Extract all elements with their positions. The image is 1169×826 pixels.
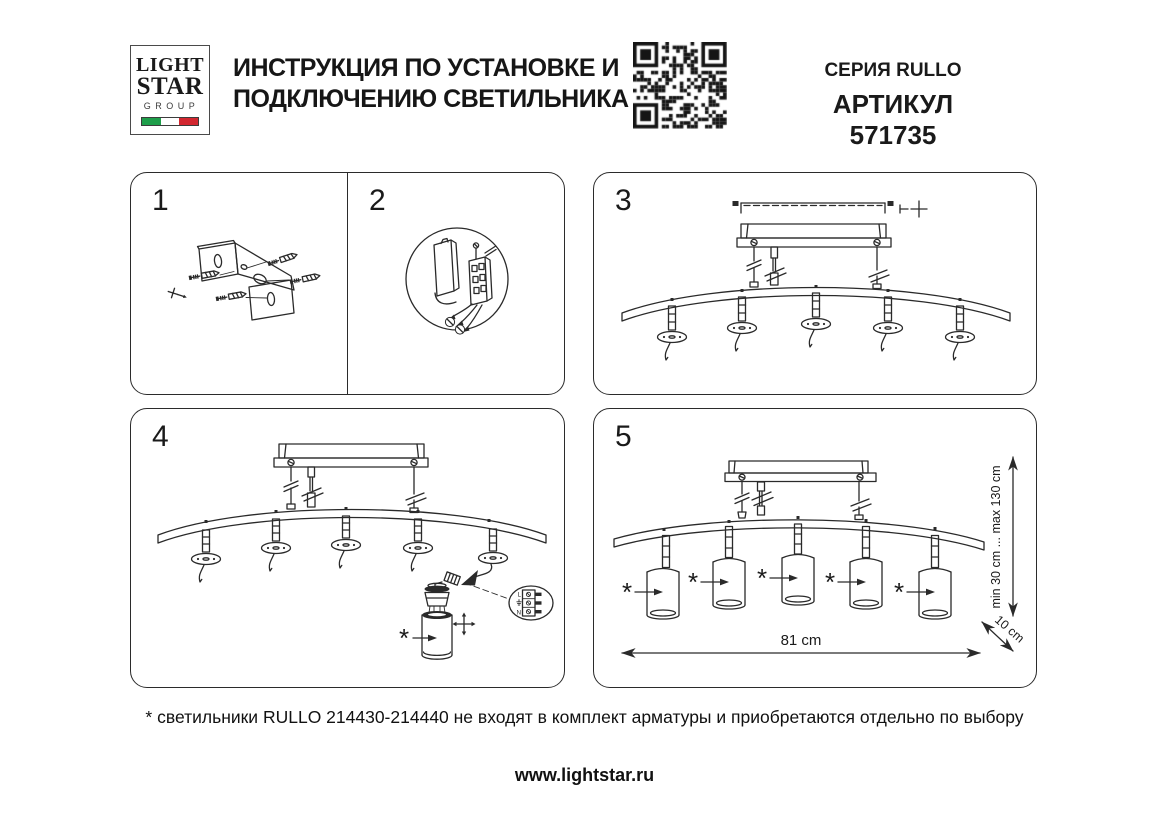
step-number-3: 3 <box>615 184 632 217</box>
screw-icon <box>167 287 189 303</box>
screw-icon <box>900 201 927 217</box>
width-dimension <box>622 632 980 653</box>
svg-text:*: * <box>621 577 633 607</box>
terminal-n-label: N <box>516 610 521 617</box>
panel-step-1 <box>131 173 348 394</box>
dim-width-label: 81 cm <box>780 632 822 649</box>
asterisk-marker: * <box>398 623 410 653</box>
step-number-4: 4 <box>152 420 169 453</box>
canopy <box>737 224 891 247</box>
step-number-1: 1 <box>152 184 169 217</box>
title-line-1: ИНСТРУКЦИЯ ПО УСТАНОВКЕ И <box>233 54 620 82</box>
logo-word-star: STAR <box>136 73 204 100</box>
series-label: СЕРИЯ RULLO <box>824 60 962 81</box>
terminal-l-label: L <box>517 592 521 599</box>
arc-bar <box>158 510 546 544</box>
footnote: * светильники RULLO 214430-214440 не входят в комплект арматуры и приобретаются отдельно по выбору <box>145 707 1024 727</box>
depth-dimension <box>982 613 1027 651</box>
product-info <box>793 60 993 151</box>
panel-step-4 <box>130 408 565 688</box>
move-icon <box>453 613 476 636</box>
bracket-mounting-drawing <box>131 173 348 396</box>
lightstar-logo <box>130 45 210 135</box>
shade-connection-drawing <box>131 409 566 689</box>
panel-step-3 <box>593 172 1037 395</box>
svg-text:*: * <box>756 563 768 593</box>
suspension-rods <box>284 467 426 513</box>
assembled-fixture-dimensions-drawing <box>594 409 1038 689</box>
lamp-holders <box>658 293 975 360</box>
height-dimension <box>989 457 1013 616</box>
step-number-5: 5 <box>615 420 632 453</box>
step-number-2: 2 <box>369 184 386 217</box>
dim-height-label: min 30 cm ... max 130 cm <box>989 465 1003 609</box>
website: www.lightstar.ru <box>514 765 655 785</box>
shade-assembly <box>422 564 492 659</box>
canopy <box>725 461 876 482</box>
svg-text:*: * <box>824 567 836 597</box>
canopy <box>274 444 428 467</box>
wiring-detail-drawing <box>348 173 565 396</box>
panel-steps-1-2 <box>130 172 565 395</box>
panel-step-5 <box>593 408 1037 688</box>
dim-depth-label: 10 cm <box>992 612 1027 646</box>
detail-leader-line <box>465 583 509 599</box>
ceiling-strip <box>741 203 885 213</box>
title-line-2: ПОДКЛЮЧЕНИЮ СВЕТИЛЬНИКА <box>233 85 629 113</box>
panel-step-2 <box>348 173 565 394</box>
qr-code <box>633 42 727 129</box>
lamp-holders <box>192 516 508 582</box>
fixture-hanging-drawing <box>594 173 1038 396</box>
article-label: АРТИКУЛ 571735 <box>832 89 954 150</box>
terminal-block <box>469 243 496 305</box>
svg-text:*: * <box>893 577 905 607</box>
logo-word-group: GROUP <box>143 100 200 111</box>
svg-text:*: * <box>687 567 699 597</box>
italian-flag-icon <box>141 117 199 126</box>
page-title <box>233 53 629 115</box>
suspension-rods <box>747 247 889 289</box>
asterisk-arrow <box>413 635 437 642</box>
cover-plate <box>434 239 459 304</box>
suspension-rods <box>735 482 871 520</box>
logo-word-light: LIGHT <box>135 54 205 76</box>
terminal-inset <box>509 586 553 620</box>
earth-icon <box>517 600 521 605</box>
